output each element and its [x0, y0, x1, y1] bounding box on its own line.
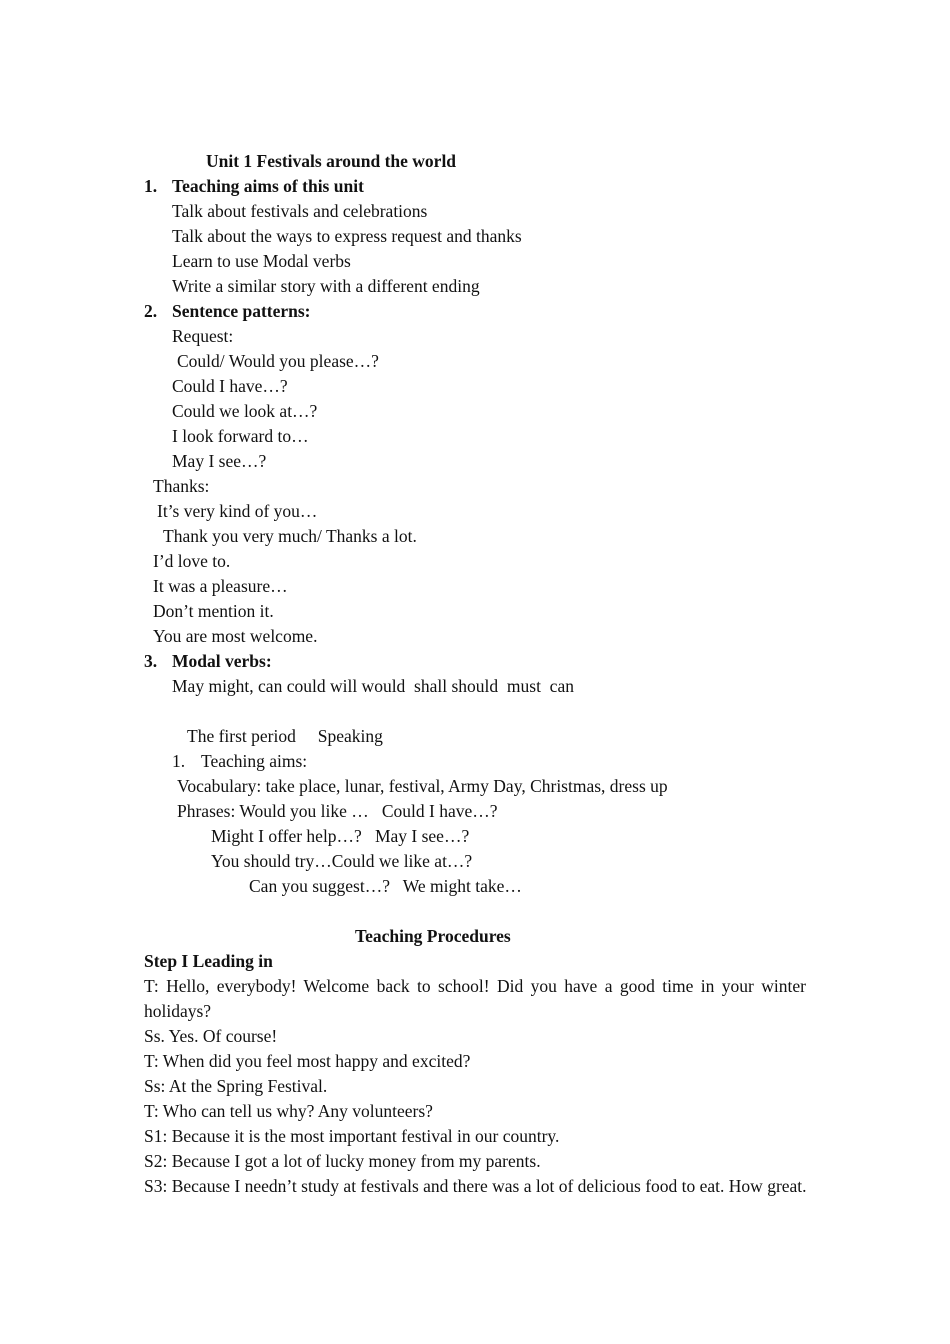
phrases-line: Might I offer help…? May I see…? — [211, 826, 470, 846]
thanks-pattern: I’d love to. — [153, 551, 231, 571]
request-pattern: I look forward to… — [172, 426, 309, 446]
dialogue-line: T: Who can tell us why? Any volunteers? — [144, 1101, 433, 1121]
section1-heading: Teaching aims of this unit — [172, 176, 364, 196]
dialogue-line: S2: Because I got a lot of lucky money from my parents. — [144, 1151, 541, 1171]
vocabulary-line: Vocabulary: take place, lunar, festival, Army Day, Christmas, dress up — [177, 776, 668, 796]
thanks-pattern: Don’t mention it. — [153, 601, 274, 621]
phrases-line: You should try…Could we like at…? — [211, 851, 473, 871]
dialogue-line: S1: Because it is the most important festival in our country. — [144, 1126, 560, 1146]
thanks-pattern: It was a pleasure… — [153, 576, 288, 596]
modal-verbs-list: May might, can could will would shall should must can — [172, 676, 574, 696]
step1-heading: Step I Leading in — [144, 951, 273, 971]
request-pattern: Could I have…? — [172, 376, 288, 396]
request-pattern: Could/ Would you please…? — [177, 351, 379, 371]
dialogue-line: T: Hello, everybody! Welcome back to school! Did you have a good time in your winter holidays? — [144, 976, 806, 1021]
aim-item: Learn to use Modal verbs — [172, 251, 351, 271]
thanks-pattern: Thank you very much/ Thanks a lot. — [163, 526, 417, 546]
aim-item: Write a similar story with a different ending — [172, 276, 480, 296]
request-pattern: Could we look at…? — [172, 401, 318, 421]
request-pattern: May I see…? — [172, 451, 267, 471]
dialogue-line: T: When did you feel most happy and excited? — [144, 1051, 471, 1071]
section1-number: 1. — [144, 176, 158, 196]
phrases-line: Can you suggest…? We might take… — [249, 876, 522, 896]
procedures-title: Teaching Procedures — [355, 926, 511, 946]
section2-heading: Sentence patterns: — [172, 301, 311, 321]
aims-label: Teaching aims: — [201, 751, 308, 771]
aims-number: 1. — [172, 751, 186, 771]
dialogue-line: Ss. Yes. Of course! — [144, 1026, 278, 1046]
section3-number: 3. — [144, 651, 158, 671]
section2-number: 2. — [144, 301, 158, 321]
dialogue-line: S3: Because I needn’t study at festivals and there was a lot of delicious food to eat. How great. — [144, 1176, 807, 1196]
dialogue-line: Ss: At the Spring Festival. — [144, 1076, 328, 1096]
thanks-pattern: You are most welcome. — [153, 626, 318, 646]
thanks-label: Thanks: — [153, 476, 210, 496]
phrases-line: Phrases: Would you like … Could I have…? — [177, 801, 498, 821]
section3-heading: Modal verbs: — [172, 651, 272, 671]
thanks-pattern: It’s very kind of you… — [157, 501, 318, 521]
aim-item: Talk about the ways to express request and thanks — [172, 226, 522, 246]
aim-item: Talk about festivals and celebrations — [172, 201, 428, 221]
period-title: The first period Speaking — [187, 726, 383, 746]
unit-title: Unit 1 Festivals around the world — [206, 151, 457, 171]
request-label: Request: — [172, 326, 234, 346]
